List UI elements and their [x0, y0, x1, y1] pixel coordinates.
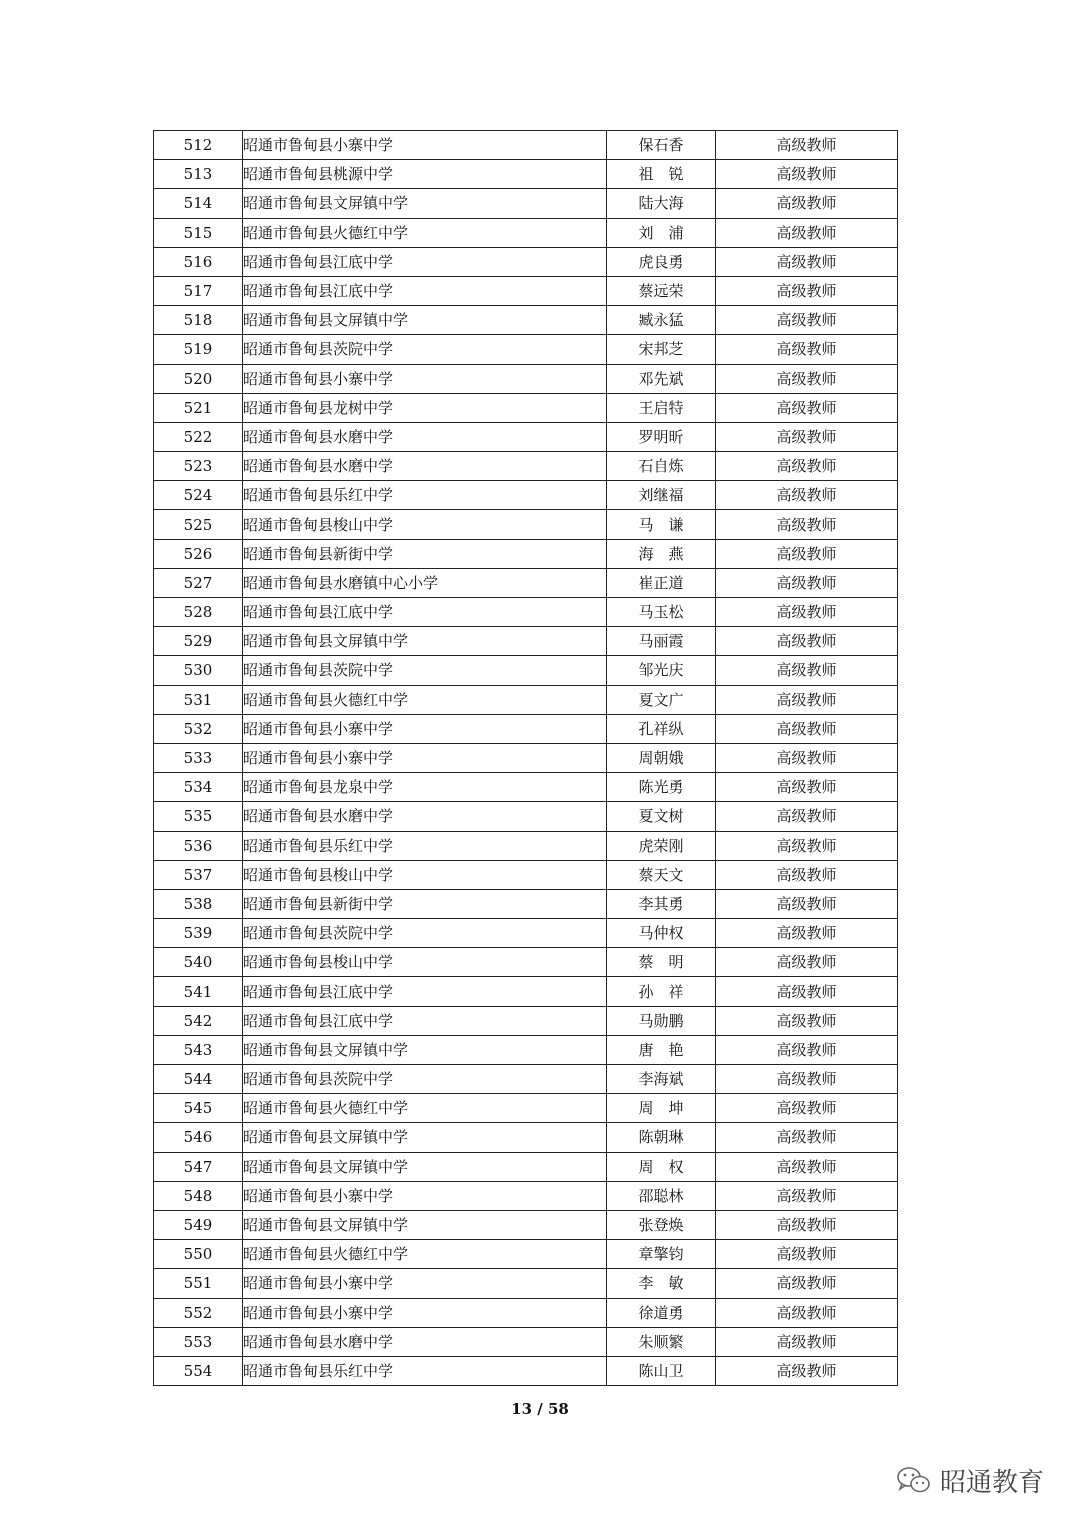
- title-cell: 高级教师: [716, 1298, 898, 1327]
- school-cell: 昭通市鲁甸县小寨中学: [243, 131, 607, 160]
- title-cell: 高级教师: [716, 889, 898, 918]
- table-row: [154, 1035, 898, 1064]
- school-cell: 昭通市鲁甸县火德红中学: [243, 685, 607, 714]
- title-cell: 高级教师: [716, 160, 898, 189]
- teacher-name-cell: 陈光勇: [607, 773, 716, 802]
- row-number: 540: [154, 948, 243, 977]
- row-number: 514: [154, 189, 243, 218]
- row-number: 521: [154, 393, 243, 422]
- teacher-name-cell: 章擎钧: [607, 1240, 716, 1269]
- school-cell: 昭通市鲁甸县龙泉中学: [243, 773, 607, 802]
- table-row: [154, 1094, 898, 1123]
- school-cell: 昭通市鲁甸县新街中学: [243, 539, 607, 568]
- row-number: 518: [154, 306, 243, 335]
- teacher-name-cell: 马仲权: [607, 919, 716, 948]
- title-cell: 高级教师: [716, 1123, 898, 1152]
- school-cell: 昭通市鲁甸县乐红中学: [243, 1356, 607, 1385]
- row-number: 523: [154, 452, 243, 481]
- row-number: 552: [154, 1298, 243, 1327]
- teacher-name-cell: 李其勇: [607, 889, 716, 918]
- school-cell: 昭通市鲁甸县文屏镇中学: [243, 627, 607, 656]
- title-cell: 高级教师: [716, 685, 898, 714]
- teacher-name-cell: 陆大海: [607, 189, 716, 218]
- title-cell: 高级教师: [716, 306, 898, 335]
- title-cell: 高级教师: [716, 1035, 898, 1064]
- title-cell: 高级教师: [716, 919, 898, 948]
- school-cell: 昭通市鲁甸县文屏镇中学: [243, 1152, 607, 1181]
- table-row: [154, 510, 898, 539]
- teacher-name-cell: 李 敏: [607, 1269, 716, 1298]
- title-cell: 高级教师: [716, 1240, 898, 1269]
- table-row: [154, 218, 898, 247]
- table-row: [154, 189, 898, 218]
- table-row: [154, 481, 898, 510]
- wechat-icon: [896, 1465, 932, 1495]
- table-row: [154, 1123, 898, 1152]
- title-cell: 高级教师: [716, 218, 898, 247]
- table-row: [154, 685, 898, 714]
- school-cell: 昭通市鲁甸县水磨中学: [243, 1327, 607, 1356]
- row-number: 539: [154, 919, 243, 948]
- table-row: [154, 568, 898, 597]
- table-row: [154, 1181, 898, 1210]
- teacher-name-cell: 夏文树: [607, 802, 716, 831]
- table-row: [154, 1298, 898, 1327]
- row-number: 545: [154, 1094, 243, 1123]
- school-cell: 昭通市鲁甸县茨院中学: [243, 1065, 607, 1094]
- row-number: 526: [154, 539, 243, 568]
- school-cell: 昭通市鲁甸县文屏镇中学: [243, 1210, 607, 1239]
- teacher-name-cell: 李海斌: [607, 1065, 716, 1094]
- row-number: 538: [154, 889, 243, 918]
- title-cell: 高级教师: [716, 364, 898, 393]
- teacher-name-cell: 王启特: [607, 393, 716, 422]
- title-cell: 高级教师: [716, 335, 898, 364]
- title-cell: 高级教师: [716, 510, 898, 539]
- teacher-name-cell: 石自炼: [607, 452, 716, 481]
- title-cell: 高级教师: [716, 393, 898, 422]
- school-cell: 昭通市鲁甸县水磨中学: [243, 422, 607, 451]
- teacher-name-cell: 蔡远荣: [607, 276, 716, 305]
- row-number: 534: [154, 773, 243, 802]
- title-cell: 高级教师: [716, 539, 898, 568]
- table-row: [154, 860, 898, 889]
- title-cell: 高级教师: [716, 831, 898, 860]
- school-cell: 昭通市鲁甸县梭山中学: [243, 510, 607, 539]
- teacher-name-cell: 朱顺繁: [607, 1327, 716, 1356]
- title-cell: 高级教师: [716, 1210, 898, 1239]
- title-cell: 高级教师: [716, 276, 898, 305]
- school-cell: 昭通市鲁甸县小寨中学: [243, 1181, 607, 1210]
- table-row: [154, 627, 898, 656]
- teacher-name-cell: 周 权: [607, 1152, 716, 1181]
- table-row: [154, 1006, 898, 1035]
- table-row: [154, 598, 898, 627]
- teacher-name-cell: 邵聪林: [607, 1181, 716, 1210]
- title-cell: 高级教师: [716, 743, 898, 772]
- school-cell: 昭通市鲁甸县茨院中学: [243, 335, 607, 364]
- title-cell: 高级教师: [716, 131, 898, 160]
- school-cell: 昭通市鲁甸县江底中学: [243, 276, 607, 305]
- teacher-name-cell: 刘继福: [607, 481, 716, 510]
- table-row: [154, 1240, 898, 1269]
- table-row: [154, 948, 898, 977]
- row-number: 541: [154, 977, 243, 1006]
- school-cell: 昭通市鲁甸县梭山中学: [243, 948, 607, 977]
- row-number: 512: [154, 131, 243, 160]
- table-row: [154, 539, 898, 568]
- school-cell: 昭通市鲁甸县小寨中学: [243, 364, 607, 393]
- teacher-name-cell: 罗明昕: [607, 422, 716, 451]
- row-number: 516: [154, 247, 243, 276]
- row-number: 543: [154, 1035, 243, 1064]
- table-row: [154, 160, 898, 189]
- row-number: 515: [154, 218, 243, 247]
- row-number: 513: [154, 160, 243, 189]
- table-row: [154, 131, 898, 160]
- school-cell: 昭通市鲁甸县江底中学: [243, 1006, 607, 1035]
- row-number: 529: [154, 627, 243, 656]
- teacher-name-cell: 祖 锐: [607, 160, 716, 189]
- title-cell: 高级教师: [716, 422, 898, 451]
- teacher-name-cell: 宋邦芝: [607, 335, 716, 364]
- table-row: [154, 452, 898, 481]
- row-number: 551: [154, 1269, 243, 1298]
- row-number: 522: [154, 422, 243, 451]
- school-cell: 昭通市鲁甸县水磨中学: [243, 802, 607, 831]
- school-cell: 昭通市鲁甸县乐红中学: [243, 831, 607, 860]
- teacher-name-cell: 周 坤: [607, 1094, 716, 1123]
- title-cell: 高级教师: [716, 481, 898, 510]
- table-row: [154, 889, 898, 918]
- title-cell: 高级教师: [716, 1065, 898, 1094]
- row-number: 544: [154, 1065, 243, 1094]
- title-cell: 高级教师: [716, 948, 898, 977]
- row-number: 535: [154, 802, 243, 831]
- teacher-name-cell: 刘 浦: [607, 218, 716, 247]
- title-cell: 高级教师: [716, 1006, 898, 1035]
- page-number: 13 / 58: [511, 1400, 569, 1418]
- row-number: 519: [154, 335, 243, 364]
- title-cell: 高级教师: [716, 1327, 898, 1356]
- row-number: 548: [154, 1181, 243, 1210]
- roster-body: [154, 131, 898, 1386]
- table-row: [154, 1327, 898, 1356]
- table-row: [154, 656, 898, 685]
- title-cell: 高级教师: [716, 1181, 898, 1210]
- row-number: 528: [154, 598, 243, 627]
- school-cell: 昭通市鲁甸县小寨中学: [243, 1298, 607, 1327]
- school-cell: 昭通市鲁甸县文屏镇中学: [243, 1123, 607, 1152]
- row-number: 530: [154, 656, 243, 685]
- school-cell: 昭通市鲁甸县文屏镇中学: [243, 1035, 607, 1064]
- row-number: 550: [154, 1240, 243, 1269]
- teacher-name-cell: 周朝娥: [607, 743, 716, 772]
- table-row: [154, 773, 898, 802]
- table-row: [154, 1356, 898, 1385]
- row-number: 547: [154, 1152, 243, 1181]
- title-cell: 高级教师: [716, 860, 898, 889]
- school-cell: 昭通市鲁甸县江底中学: [243, 247, 607, 276]
- table-row: [154, 977, 898, 1006]
- teacher-name-cell: 夏文广: [607, 685, 716, 714]
- title-cell: 高级教师: [716, 1152, 898, 1181]
- school-cell: 昭通市鲁甸县水磨中学: [243, 452, 607, 481]
- row-number: 549: [154, 1210, 243, 1239]
- title-cell: 高级教师: [716, 977, 898, 1006]
- teacher-roster-table: [153, 130, 898, 1386]
- row-number: 533: [154, 743, 243, 772]
- title-cell: 高级教师: [716, 1269, 898, 1298]
- teacher-name-cell: 保石香: [607, 131, 716, 160]
- table-row: [154, 247, 898, 276]
- row-number: 525: [154, 510, 243, 539]
- teacher-name-cell: 孔祥纵: [607, 714, 716, 743]
- watermark: [896, 1462, 1044, 1498]
- row-number: 542: [154, 1006, 243, 1035]
- school-cell: 昭通市鲁甸县文屏镇中学: [243, 189, 607, 218]
- title-cell: 高级教师: [716, 568, 898, 597]
- school-cell: 昭通市鲁甸县江底中学: [243, 977, 607, 1006]
- teacher-name-cell: 蔡 明: [607, 948, 716, 977]
- school-cell: 昭通市鲁甸县小寨中学: [243, 714, 607, 743]
- row-number: 531: [154, 685, 243, 714]
- school-cell: 昭通市鲁甸县新街中学: [243, 889, 607, 918]
- teacher-name-cell: 崔正道: [607, 568, 716, 597]
- table-row: [154, 364, 898, 393]
- table-row: [154, 743, 898, 772]
- row-number: 536: [154, 831, 243, 860]
- school-cell: 昭通市鲁甸县水磨镇中心小学: [243, 568, 607, 597]
- teacher-name-cell: 马 谦: [607, 510, 716, 539]
- row-number: 532: [154, 714, 243, 743]
- school-cell: 昭通市鲁甸县梭山中学: [243, 860, 607, 889]
- table-row: [154, 276, 898, 305]
- row-number: 546: [154, 1123, 243, 1152]
- teacher-name-cell: 唐 艳: [607, 1035, 716, 1064]
- teacher-name-cell: 马丽霞: [607, 627, 716, 656]
- table-row: [154, 393, 898, 422]
- school-cell: 昭通市鲁甸县江底中学: [243, 598, 607, 627]
- title-cell: 高级教师: [716, 247, 898, 276]
- school-cell: 昭通市鲁甸县火德红中学: [243, 1094, 607, 1123]
- row-number: 517: [154, 276, 243, 305]
- table-row: [154, 1210, 898, 1239]
- table-row: [154, 1269, 898, 1298]
- table-row: [154, 335, 898, 364]
- teacher-name-cell: 邓先斌: [607, 364, 716, 393]
- teacher-name-cell: 张登焕: [607, 1210, 716, 1239]
- row-number: 554: [154, 1356, 243, 1385]
- table-row: [154, 919, 898, 948]
- row-number: 520: [154, 364, 243, 393]
- school-cell: 昭通市鲁甸县小寨中学: [243, 743, 607, 772]
- teacher-name-cell: 臧永猛: [607, 306, 716, 335]
- school-cell: 昭通市鲁甸县小寨中学: [243, 1269, 607, 1298]
- school-cell: 昭通市鲁甸县茨院中学: [243, 656, 607, 685]
- row-number: 527: [154, 568, 243, 597]
- school-cell: 昭通市鲁甸县乐红中学: [243, 481, 607, 510]
- title-cell: 高级教师: [716, 627, 898, 656]
- table-row: [154, 422, 898, 451]
- teacher-name-cell: 陈朝琳: [607, 1123, 716, 1152]
- title-cell: 高级教师: [716, 189, 898, 218]
- title-cell: 高级教师: [716, 1094, 898, 1123]
- table-row: [154, 1065, 898, 1094]
- teacher-name-cell: 孙 祥: [607, 977, 716, 1006]
- title-cell: 高级教师: [716, 656, 898, 685]
- school-cell: 昭通市鲁甸县桃源中学: [243, 160, 607, 189]
- teacher-name-cell: 马勋鹏: [607, 1006, 716, 1035]
- teacher-name-cell: 马玉松: [607, 598, 716, 627]
- school-cell: 昭通市鲁甸县火德红中学: [243, 218, 607, 247]
- title-cell: 高级教师: [716, 773, 898, 802]
- title-cell: 高级教师: [716, 452, 898, 481]
- title-cell: 高级教师: [716, 1356, 898, 1385]
- table-row: [154, 714, 898, 743]
- table-row: [154, 831, 898, 860]
- row-number: 553: [154, 1327, 243, 1356]
- teacher-name-cell: 虎荣刚: [607, 831, 716, 860]
- teacher-name-cell: 徐道勇: [607, 1298, 716, 1327]
- table-row: [154, 802, 898, 831]
- row-number: 537: [154, 860, 243, 889]
- row-number: 524: [154, 481, 243, 510]
- school-cell: 昭通市鲁甸县火德红中学: [243, 1240, 607, 1269]
- table-row: [154, 1152, 898, 1181]
- school-cell: 昭通市鲁甸县文屏镇中学: [243, 306, 607, 335]
- school-cell: 昭通市鲁甸县龙树中学: [243, 393, 607, 422]
- teacher-name-cell: 虎良勇: [607, 247, 716, 276]
- table-row: [154, 306, 898, 335]
- teacher-name-cell: 蔡天文: [607, 860, 716, 889]
- title-cell: 高级教师: [716, 714, 898, 743]
- teacher-name-cell: 海 燕: [607, 539, 716, 568]
- watermark-text: 昭通教育: [939, 1467, 1044, 1498]
- teacher-name-cell: 邹光庆: [607, 656, 716, 685]
- title-cell: 高级教师: [716, 802, 898, 831]
- school-cell: 昭通市鲁甸县茨院中学: [243, 919, 607, 948]
- teacher-name-cell: 陈山卫: [607, 1356, 716, 1385]
- title-cell: 高级教师: [716, 598, 898, 627]
